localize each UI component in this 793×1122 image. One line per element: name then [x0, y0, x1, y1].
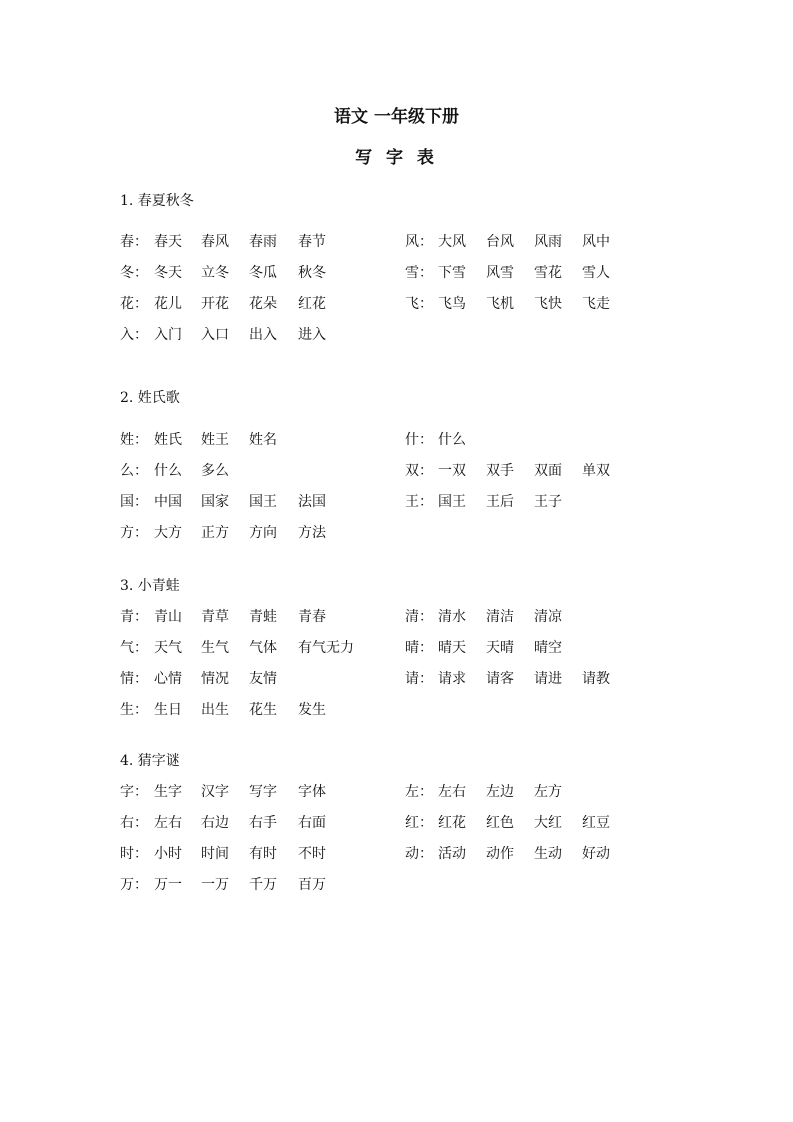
word: 雪花	[534, 265, 562, 281]
character: 红	[405, 815, 419, 831]
word: 字体	[298, 784, 326, 800]
word: 红花	[438, 815, 466, 831]
word: 飞走	[582, 296, 610, 312]
word: 国家	[201, 494, 229, 510]
character: 方	[120, 525, 134, 541]
colon-separator: ：	[134, 846, 148, 862]
word: 活动	[438, 846, 466, 862]
word: 出入	[249, 327, 277, 343]
colon-separator: ：	[419, 815, 433, 831]
character: 国	[120, 494, 134, 510]
character: 冬	[120, 265, 134, 281]
word: 进入	[298, 327, 326, 343]
character: 字	[120, 784, 134, 800]
entry-row	[120, 524, 680, 542]
word: 百万	[298, 877, 326, 893]
colon-separator: ：	[419, 296, 433, 312]
word: 入口	[201, 327, 229, 343]
character-entry	[120, 845, 326, 863]
word: 花儿	[154, 296, 182, 312]
word: 左右	[438, 784, 466, 800]
word: 风雨	[534, 234, 562, 250]
colon-separator: ：	[134, 640, 148, 656]
colon-separator: ：	[419, 640, 433, 656]
colon-separator: ：	[419, 494, 433, 510]
colon-separator: ：	[419, 265, 433, 281]
character-entry	[405, 670, 610, 688]
word: 入门	[154, 327, 182, 343]
character: 动	[405, 846, 419, 862]
word: 心情	[154, 671, 182, 687]
word: 一双	[438, 463, 466, 479]
character: 雪	[405, 265, 419, 281]
word: 多么	[201, 463, 229, 479]
colon-separator: ：	[134, 702, 148, 718]
word: 春节	[298, 234, 326, 250]
colon-separator: ：	[419, 784, 433, 800]
word: 中国	[154, 494, 182, 510]
word: 红色	[486, 815, 514, 831]
colon-separator: ：	[419, 432, 433, 448]
word: 右手	[249, 815, 277, 831]
word: 大方	[154, 525, 182, 541]
character-entry	[405, 462, 610, 480]
word: 左右	[154, 815, 182, 831]
colon-separator: ：	[419, 609, 433, 625]
character-entry	[120, 431, 277, 449]
character-entry	[405, 431, 466, 449]
word: 生气	[201, 640, 229, 656]
word: 红豆	[582, 815, 610, 831]
word: 风中	[582, 234, 610, 250]
colon-separator: ：	[134, 432, 148, 448]
colon-separator: ：	[419, 671, 433, 687]
word: 冬天	[154, 265, 182, 281]
word: 正方	[201, 525, 229, 541]
character-entry	[120, 295, 326, 313]
word: 方法	[298, 525, 326, 541]
word: 天晴	[486, 640, 514, 656]
character: 飞	[405, 296, 419, 312]
word: 右边	[201, 815, 229, 831]
colon-separator: ：	[134, 784, 148, 800]
entry-row	[120, 608, 680, 626]
character-entry	[120, 524, 326, 542]
word: 请进	[534, 671, 562, 687]
colon-separator: ：	[419, 463, 433, 479]
word: 花生	[249, 702, 277, 718]
entry-row	[120, 701, 680, 719]
character-entry	[120, 264, 326, 282]
word: 花朵	[249, 296, 277, 312]
character: 晴	[405, 640, 419, 656]
word: 气体	[249, 640, 277, 656]
section-heading: 3. 小青蛙	[120, 578, 180, 594]
character-entry	[120, 233, 326, 251]
word: 有时	[249, 846, 277, 862]
character: 左	[405, 784, 419, 800]
word: 姓氏	[154, 432, 182, 448]
word: 晴天	[438, 640, 466, 656]
character-entry	[120, 493, 326, 511]
word: 请教	[582, 671, 610, 687]
character-entry	[120, 670, 277, 688]
word: 飞快	[534, 296, 562, 312]
entry-row	[120, 233, 680, 251]
character-entry	[405, 493, 562, 511]
word: 清凉	[534, 609, 562, 625]
word: 什么	[154, 463, 182, 479]
character-entry	[120, 783, 326, 801]
character: 请	[405, 671, 419, 687]
word: 立冬	[201, 265, 229, 281]
colon-separator: ：	[134, 234, 148, 250]
word: 什么	[438, 432, 466, 448]
character: 双	[405, 463, 419, 479]
entry-row	[120, 670, 680, 688]
character-entry	[405, 639, 562, 657]
word: 冬瓜	[249, 265, 277, 281]
word: 右面	[298, 815, 326, 831]
colon-separator: ：	[419, 234, 433, 250]
word: 大红	[534, 815, 562, 831]
character-entry	[405, 783, 562, 801]
character: 姓	[120, 432, 134, 448]
word: 下雪	[438, 265, 466, 281]
word: 请客	[486, 671, 514, 687]
character: 清	[405, 609, 419, 625]
word: 小时	[154, 846, 182, 862]
word: 双面	[534, 463, 562, 479]
character-entry	[120, 814, 326, 832]
colon-separator: ：	[134, 296, 148, 312]
word: 秋冬	[298, 265, 326, 281]
colon-separator: ：	[419, 846, 433, 862]
character-entry	[120, 462, 229, 480]
word: 请求	[438, 671, 466, 687]
colon-separator: ：	[134, 671, 148, 687]
word: 一万	[201, 877, 229, 893]
document-title: 语文 一年级下册	[334, 107, 459, 127]
word: 单双	[582, 463, 610, 479]
section-heading: 4. 猜字谜	[120, 753, 180, 769]
word: 生动	[534, 846, 562, 862]
character: 王	[405, 494, 419, 510]
word: 青山	[154, 609, 182, 625]
colon-separator: ：	[134, 463, 148, 479]
word: 千万	[249, 877, 277, 893]
entry-row	[120, 814, 680, 832]
character: 风	[405, 234, 419, 250]
word: 情况	[201, 671, 229, 687]
entry-row	[120, 431, 680, 449]
word: 方向	[249, 525, 277, 541]
word: 双手	[486, 463, 514, 479]
entry-row	[120, 639, 680, 657]
character: 万	[120, 877, 134, 893]
character-entry	[405, 845, 610, 863]
entry-row	[120, 876, 680, 894]
word: 晴空	[534, 640, 562, 656]
word: 青春	[298, 609, 326, 625]
word: 友情	[249, 671, 277, 687]
word: 发生	[298, 702, 326, 718]
entry-row	[120, 493, 680, 511]
character-entry	[120, 608, 326, 626]
character: 什	[405, 432, 419, 448]
word: 国王	[249, 494, 277, 510]
entry-row	[120, 462, 680, 480]
word: 好动	[582, 846, 610, 862]
character-entry	[405, 295, 610, 313]
word: 风雪	[486, 265, 514, 281]
word: 写字	[249, 784, 277, 800]
character-entry	[405, 264, 610, 282]
word: 青蛙	[249, 609, 277, 625]
colon-separator: ：	[134, 494, 148, 510]
character-entry	[405, 233, 610, 251]
word: 清洁	[486, 609, 514, 625]
word: 汉字	[201, 784, 229, 800]
word: 法国	[298, 494, 326, 510]
word: 雪人	[582, 265, 610, 281]
word: 动作	[486, 846, 514, 862]
character: 春	[120, 234, 134, 250]
word: 生字	[154, 784, 182, 800]
character: 入	[120, 327, 134, 343]
word: 春雨	[249, 234, 277, 250]
entry-row	[120, 326, 680, 344]
section-heading: 2. 姓氏歌	[120, 390, 180, 406]
word: 红花	[298, 296, 326, 312]
colon-separator: ：	[134, 265, 148, 281]
word: 台风	[486, 234, 514, 250]
word: 王后	[486, 494, 514, 510]
word: 清水	[438, 609, 466, 625]
word: 飞机	[486, 296, 514, 312]
character-entry	[120, 701, 326, 719]
word: 天气	[154, 640, 182, 656]
character: 右	[120, 815, 134, 831]
character-entry	[405, 814, 610, 832]
document-subtitle: 写 字 表	[355, 148, 438, 168]
character: 青	[120, 609, 134, 625]
section-heading: 1. 春夏秋冬	[120, 193, 194, 209]
character: 么	[120, 463, 134, 479]
word: 左边	[486, 784, 514, 800]
word: 时间	[201, 846, 229, 862]
colon-separator: ：	[134, 327, 148, 343]
word: 姓王	[201, 432, 229, 448]
word: 飞鸟	[438, 296, 466, 312]
word: 出生	[201, 702, 229, 718]
entry-row	[120, 295, 680, 313]
entry-row	[120, 783, 680, 801]
word: 生日	[154, 702, 182, 718]
word: 青草	[201, 609, 229, 625]
word: 春风	[201, 234, 229, 250]
word: 国王	[438, 494, 466, 510]
colon-separator: ：	[134, 877, 148, 893]
colon-separator: ：	[134, 525, 148, 541]
colon-separator: ：	[134, 815, 148, 831]
character-entry	[120, 876, 326, 894]
entry-row	[120, 264, 680, 282]
character: 气	[120, 640, 134, 656]
word: 开花	[201, 296, 229, 312]
character: 生	[120, 702, 134, 718]
entry-row	[120, 845, 680, 863]
character-entry	[120, 639, 354, 657]
word: 姓名	[249, 432, 277, 448]
colon-separator: ：	[134, 609, 148, 625]
word: 有气无力	[298, 640, 354, 656]
word: 左方	[534, 784, 562, 800]
character-entry	[405, 608, 562, 626]
word: 不时	[298, 846, 326, 862]
character: 花	[120, 296, 134, 312]
character: 时	[120, 846, 134, 862]
word: 大风	[438, 234, 466, 250]
word: 万一	[154, 877, 182, 893]
character-entry	[120, 326, 326, 344]
word: 春天	[154, 234, 182, 250]
word: 王子	[534, 494, 562, 510]
character: 情	[120, 671, 134, 687]
